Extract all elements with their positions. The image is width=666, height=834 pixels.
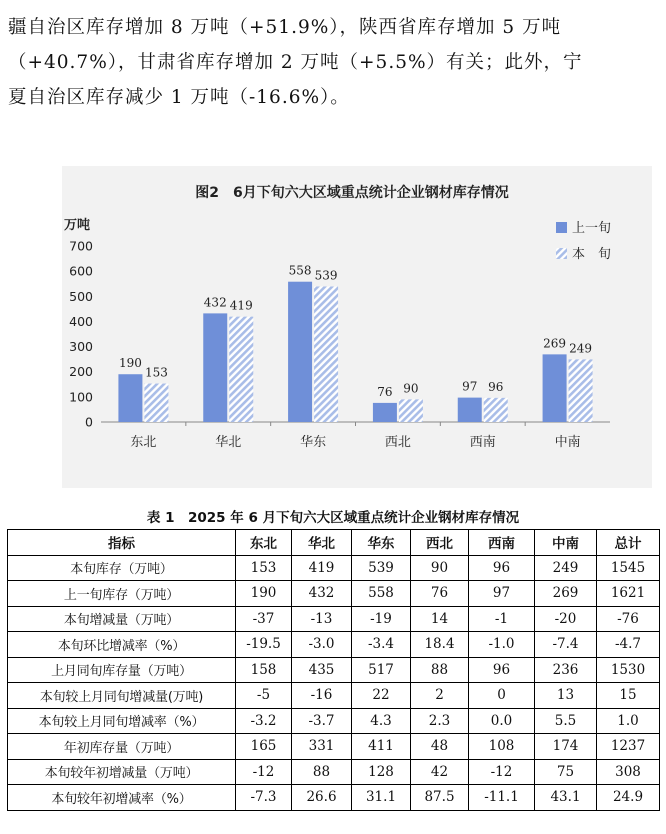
table-cell: 15	[597, 683, 660, 709]
table-cell: 18.4	[411, 632, 469, 658]
table-row	[8, 632, 660, 658]
bar-curr-华东	[314, 286, 338, 422]
y-tick-label: 400	[69, 313, 93, 329]
table-cell: 517	[352, 657, 411, 683]
table-cell: 1530	[597, 657, 660, 683]
table-cell: -5	[236, 683, 292, 709]
y-tick-label: 200	[69, 364, 93, 380]
column-header: 华东	[352, 530, 411, 556]
bar-curr-东北	[144, 384, 168, 422]
table-cell: 26.6	[292, 785, 352, 811]
bar-prev-西北	[373, 403, 397, 422]
table-cell: -19.5	[236, 632, 292, 658]
table-cell: 128	[352, 759, 411, 785]
table-row	[8, 759, 660, 785]
table-cell: 108	[469, 734, 535, 760]
table-cell: 5.5	[535, 708, 597, 734]
table-cell: -1	[469, 606, 535, 632]
table-cell: -3.2	[236, 708, 292, 734]
table-row	[8, 734, 660, 760]
x-tick-label: 东北	[130, 435, 157, 450]
table-cell: -20	[535, 606, 597, 632]
table-cell: -1.0	[469, 632, 535, 658]
table-cell: 76	[411, 581, 469, 607]
x-tick-label: 西北	[384, 435, 411, 450]
table-title: 表 1 2025 年 6 月下旬六大区域重点统计企业钢材库存情况	[146, 510, 520, 526]
chart-svg	[62, 166, 652, 488]
bar-prev-华东	[288, 282, 312, 422]
column-header: 指标	[8, 530, 236, 556]
row-label: 本旬较上月同旬增减率（%）	[8, 708, 236, 734]
y-tick-label: 0	[85, 414, 93, 430]
table-row	[8, 785, 660, 811]
table-cell: 42	[411, 759, 469, 785]
y-axis-label: 万吨	[64, 218, 91, 233]
row-label: 本旬环比增减率（%）	[8, 632, 236, 658]
table-cell: 90	[411, 555, 469, 581]
column-header: 总计	[597, 530, 660, 556]
data-label: 269	[543, 336, 567, 351]
table-row	[8, 657, 660, 683]
bar-curr-中南	[569, 359, 593, 422]
table-cell: 0	[469, 683, 535, 709]
data-label: 96	[488, 379, 504, 394]
table-cell: -12	[469, 759, 535, 785]
table-cell: 4.3	[352, 708, 411, 734]
table-cell: -4.7	[597, 632, 660, 658]
table-cell: 13	[535, 683, 597, 709]
table-cell: 0.0	[469, 708, 535, 734]
table-cell: -7.3	[236, 785, 292, 811]
table-cell: 75	[535, 759, 597, 785]
table-row	[8, 708, 660, 734]
x-tick-label: 中南	[554, 435, 581, 450]
inventory-chart	[62, 166, 652, 488]
body-paragraph	[8, 10, 660, 115]
table-row	[8, 606, 660, 632]
x-tick-label: 华东	[300, 435, 327, 450]
data-label: 190	[118, 356, 142, 371]
table-cell: 539	[352, 555, 411, 581]
inventory-table	[7, 529, 660, 811]
table-cell: 1237	[597, 734, 660, 760]
table-cell: 249	[535, 555, 597, 581]
data-label: 90	[403, 381, 419, 396]
data-label: 419	[229, 298, 253, 313]
column-header: 西北	[411, 530, 469, 556]
chart-title: 图2 6月下旬六大区域重点统计企业钢材库存情况	[195, 185, 509, 201]
table-cell: 158	[236, 657, 292, 683]
table-cell: 88	[411, 657, 469, 683]
table-cell: 331	[292, 734, 352, 760]
x-tick-label: 华北	[215, 435, 242, 450]
table-cell: 1621	[597, 581, 660, 607]
data-label: 558	[288, 263, 312, 278]
y-tick-label: 300	[69, 339, 93, 355]
data-label: 97	[462, 379, 478, 394]
x-tick-label: 西南	[469, 435, 496, 450]
table-cell: 43.1	[535, 785, 597, 811]
bar-prev-华北	[203, 313, 227, 422]
row-label: 本旬较年初增减量（万吨）	[8, 759, 236, 785]
column-header: 西南	[469, 530, 535, 556]
table-cell: -7.4	[535, 632, 597, 658]
table-cell: -11.1	[469, 785, 535, 811]
y-tick-label: 100	[69, 389, 93, 405]
table-cell: 165	[236, 734, 292, 760]
table-cell: 14	[411, 606, 469, 632]
y-tick-label: 600	[69, 263, 93, 279]
table-cell: -37	[236, 606, 292, 632]
table-cell: 558	[352, 581, 411, 607]
table-cell: 435	[292, 657, 352, 683]
paragraph-line: 夏自治区库存减少 1 万吨（-16.6%）。	[8, 87, 350, 108]
table-cell: 2	[411, 683, 469, 709]
row-label: 本旬增减量（万吨）	[8, 606, 236, 632]
table-row	[8, 683, 660, 709]
table-cell: -3.7	[292, 708, 352, 734]
paragraph-line: 疆自治区库存增加 8 万吨（+51.9%），陕西省库存增加 5 万吨	[8, 17, 562, 38]
table-cell: 236	[535, 657, 597, 683]
table-row	[8, 555, 660, 581]
bar-prev-西南	[458, 398, 482, 422]
table-cell: -76	[597, 606, 660, 632]
bar-prev-东北	[118, 374, 142, 422]
row-label: 本旬较上月同旬增减量(万吨)	[8, 683, 236, 709]
table-cell: -19	[352, 606, 411, 632]
table-cell: 2.3	[411, 708, 469, 734]
column-header: 中南	[535, 530, 597, 556]
table-cell: 1545	[597, 555, 660, 581]
table-cell: 48	[411, 734, 469, 760]
table-cell: 87.5	[411, 785, 469, 811]
legend-swatch-curr	[556, 248, 567, 259]
bar-curr-西南	[484, 398, 508, 422]
row-label: 年初库存量（万吨）	[8, 734, 236, 760]
data-label: 539	[314, 268, 338, 283]
table-cell: 269	[535, 581, 597, 607]
table-cell: 308	[597, 759, 660, 785]
table-row	[8, 581, 660, 607]
table-cell: -13	[292, 606, 352, 632]
table-cell: 22	[352, 683, 411, 709]
table-cell: 88	[292, 759, 352, 785]
data-label: 76	[377, 384, 393, 399]
row-label: 上一旬库存（万吨）	[8, 581, 236, 607]
row-label: 本旬库存（万吨）	[8, 555, 236, 581]
bar-curr-华北	[229, 317, 253, 422]
table-cell: 190	[236, 581, 292, 607]
table-cell: -12	[236, 759, 292, 785]
table-cell: 97	[469, 581, 535, 607]
data-label: 153	[144, 365, 168, 380]
y-tick-label: 500	[69, 288, 93, 304]
table-cell: -3.4	[352, 632, 411, 658]
table-cell: 174	[535, 734, 597, 760]
table-cell: -3.0	[292, 632, 352, 658]
table-cell: 432	[292, 581, 352, 607]
table-cell: 1.0	[597, 708, 660, 734]
table-cell: 31.1	[352, 785, 411, 811]
data-label: 249	[569, 341, 593, 356]
row-label: 本旬较年初增减率（%）	[8, 785, 236, 811]
bar-curr-西北	[399, 399, 423, 422]
table-cell: 24.9	[597, 785, 660, 811]
legend-swatch-prev	[556, 222, 567, 233]
row-label: 上月同旬库存量（万吨）	[8, 657, 236, 683]
column-header: 东北	[236, 530, 292, 556]
y-tick-label: 700	[69, 238, 93, 254]
paragraph-line: （+40.7%），甘肃省库存增加 2 万吨（+5.5%）有关；此外，宁	[8, 52, 583, 73]
data-label: 432	[203, 295, 227, 310]
bar-prev-中南	[543, 354, 567, 422]
table-cell: 419	[292, 555, 352, 581]
column-header: 华北	[292, 530, 352, 556]
table-cell: 411	[352, 734, 411, 760]
table-header-row	[8, 530, 660, 556]
table-cell: 96	[469, 657, 535, 683]
table-cell: 153	[236, 555, 292, 581]
table-cell: -16	[292, 683, 352, 709]
legend-label-prev: 上一旬	[572, 221, 612, 236]
legend-label-curr: 本 旬	[572, 247, 612, 262]
table-cell: 96	[469, 555, 535, 581]
